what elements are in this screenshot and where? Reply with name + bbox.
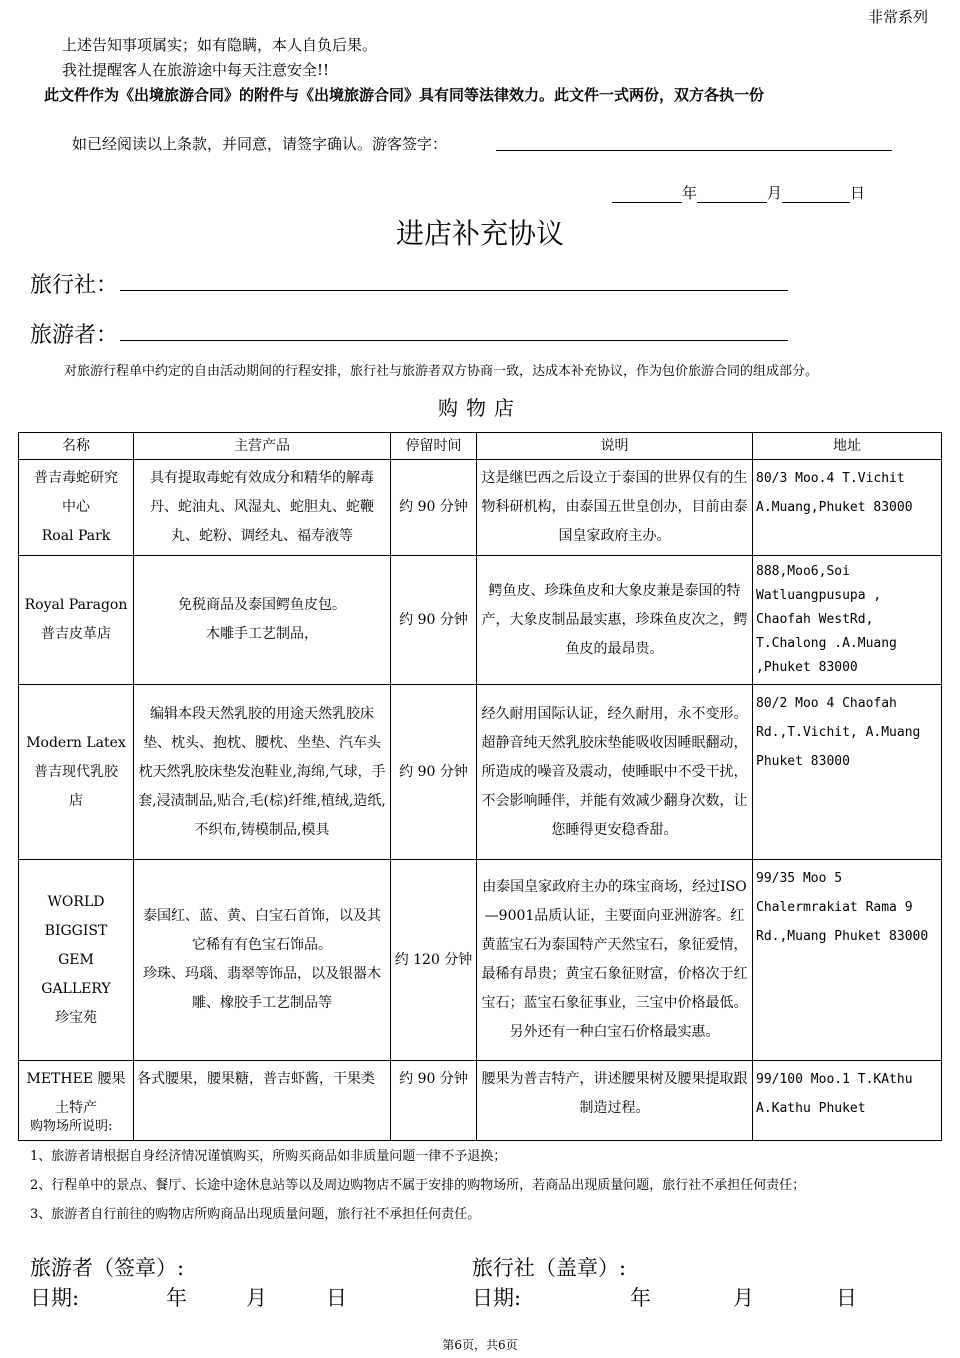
agency-line[interactable] xyxy=(120,290,788,291)
tourist-label: 旅游者： xyxy=(30,323,119,348)
tourist-date-day: 日 xyxy=(326,1286,347,1310)
shop-address: 888,Moo6,Soi Watluangpusupa , Chaofah WestRd, T.Chalong .A.Muang ,Phuket 83000 xyxy=(753,556,942,685)
legal-effect-statement: 此文件作为《出境旅游合同》的附件与《出境旅游合同》具有同等法律效力。此文件一式两份，双方各执一份 xyxy=(44,86,765,104)
month-label: 月 xyxy=(767,184,783,202)
shop-products: 泰国红、蓝、黄、白宝石首饰，以及其它稀有有色宝石饰品。 珍珠、玛瑙、翡翠等饰品，以及银器木雕、橡胶手工艺制品等 xyxy=(134,860,391,1061)
year-label: 年 xyxy=(682,184,698,202)
shop-stay: 约 90 分钟 xyxy=(391,556,477,685)
signature-confirm-text: 如已经阅读以上条款，并同意，请签字确认。游客签字： xyxy=(72,135,448,153)
shop-stay: 约 120 分钟 xyxy=(391,860,477,1061)
shop-name: WORLD BIGGIST GEM GALLERY 珍宝苑 xyxy=(19,860,134,1061)
header-name: 名称 xyxy=(19,433,134,460)
tourist-date-month: 月 xyxy=(246,1286,267,1310)
shop-stay: 约 90 分钟 xyxy=(391,1061,477,1141)
table-row xyxy=(19,460,942,556)
note-item-1: 1、旅游者请根据自身经济情况谨慎购买，所购买商品如非质量问题一律不予退换； xyxy=(30,1149,507,1164)
agency-label: 旅行社： xyxy=(30,273,119,298)
shop-name: 普吉毒蛇研究 中心 Roal Park xyxy=(19,460,134,556)
note-item-2: 2、行程单中的景点、餐厅、长途中途休息站等以及周边购物店不属于安排的购物场所，若商品出现质量问题，旅行社不承担任何责任； xyxy=(30,1178,806,1193)
agreement-intro: 对旅游行程单中约定的自由活动期间的行程安排，旅行社与旅游者双方协商一致，达成本补充协议，作为包价旅游合同的组成部分。 xyxy=(64,364,819,379)
statement-line-2: 我社提醒客人在旅游途中每天注意安全!! xyxy=(62,61,330,79)
shop-desc: 鳄鱼皮、珍珠鱼皮和大象皮兼是泰国的特产，大象皮制品最实惠，珍珠鱼皮次之，鳄鱼皮的最昂贵。 xyxy=(477,556,753,685)
shop-name: Modern Latex 普吉现代乳胶 店 xyxy=(19,685,134,860)
table-row xyxy=(19,1061,942,1141)
shop-desc: 腰果为普吉特产，讲述腰果树及腰果提取跟制造过程。 xyxy=(477,1061,753,1141)
table-header-row xyxy=(19,433,942,460)
shop-products: 免税商品及泰国鳄鱼皮包。 木雕手工艺制品， xyxy=(134,556,391,685)
page-number: 第6页，共6页 xyxy=(442,1338,518,1352)
day-label: 日 xyxy=(850,184,866,202)
shop-stay: 约 90 分钟 xyxy=(391,460,477,556)
shop-address: 99/35 Moo 5 Chalermrakiat Rama 9 Rd.,Muang Phuket 83000 xyxy=(753,860,942,1061)
shop-desc: 经久耐用国际认证，经久耐用，永不变形。超静音纯天然乳胶床垫能吸收因睡眠翻动，所造成的噪音及震动，使睡眠中不受干扰，不会影响睡伴，并能有效减少翻身次数，让您睡得更安稳香甜。 xyxy=(477,685,753,860)
date-line xyxy=(612,182,865,203)
agency-date-label: 日期: xyxy=(472,1286,522,1310)
shop-address: 80/3 Moo.4 T.Vichit A.Muang,Phuket 83000 xyxy=(753,460,942,556)
table-row xyxy=(19,685,942,860)
tourist-signature-label: 旅游者（签章）: xyxy=(30,1256,185,1280)
shop-name: Royal Paragon 普吉皮革店 xyxy=(19,556,134,685)
header-addr: 地址 xyxy=(753,433,942,460)
series-label: 非常系列 xyxy=(867,8,928,26)
shops-table xyxy=(18,432,942,1141)
tourist-date-year: 年 xyxy=(166,1286,187,1310)
shops-title: 购物店 xyxy=(438,396,522,420)
year-blank[interactable] xyxy=(612,186,682,203)
shop-address: 99/100 Moo.1 T.KAthu A.Kathu Phuket xyxy=(753,1061,942,1141)
shop-products: 编辑本段天然乳胶的用途天然乳胶床垫、枕头、抱枕、腰枕、坐垫、汽车头枕天然乳胶床垫发泡鞋业,海绵,气球，手套,浸渍制品,贴合,毛(棕)纤维,植绒,造纸,不织布,铸模制品,模具 xyxy=(134,685,391,860)
tourist-line[interactable] xyxy=(120,340,788,341)
shop-name: METHEE 腰果 土特产 xyxy=(19,1061,134,1141)
shop-desc: 由泰国皇家政府主办的珠宝商场，经过ISO—9001品质认证，主要面向亚洲游客。红黄蓝宝石为泰国特产天然宝石，象征爱情，最稀有昂贵；黄宝石象征财富，价格次于红宝石；蓝宝石象征事业，三宝中价格最低。另外还有一种白宝石价格最实惠。 xyxy=(477,860,753,1061)
agency-seal-label: 旅行社（盖章）: xyxy=(472,1256,627,1280)
agreement-title: 进店补充协议 xyxy=(395,217,564,250)
header-desc: 说明 xyxy=(477,433,753,460)
header-stay: 停留时间 xyxy=(391,433,477,460)
shop-address: 80/2 Moo 4 Chaofah Rd.,T.Vichit, A.Muang Phuket 83000 xyxy=(753,685,942,860)
shop-desc: 这是继巴西之后设立于泰国的世界仅有的生物科研机构，由泰国五世皇创办，目前由泰国皇家政府主办。 xyxy=(477,460,753,556)
agency-date-year: 年 xyxy=(630,1286,651,1310)
header-products: 主营产品 xyxy=(134,433,391,460)
shop-products: 具有提取毒蛇有效成分和精华的解毒丹、蛇油丸、风湿丸、蛇胆丸、蛇鞭丸、蛇粉、调经丸、福寿液等 xyxy=(134,460,391,556)
notes-heading: 购物场所说明: xyxy=(30,1119,113,1134)
tourist-date-label: 日期: xyxy=(30,1286,80,1310)
statement-line-1: 上述告知事项属实；如有隐瞒，本人自负后果。 xyxy=(62,36,378,54)
agency-date-month: 月 xyxy=(733,1286,754,1310)
tourist-signature-line[interactable] xyxy=(496,150,892,151)
day-blank[interactable] xyxy=(782,186,850,203)
table-row xyxy=(19,860,942,1061)
shop-stay: 约 90 分钟 xyxy=(391,685,477,860)
note-item-3: 3、旅游者自行前往的购物店所购商品出现质量问题，旅行社不承担任何责任。 xyxy=(30,1207,481,1222)
shop-products: 各式腰果，腰果糖，普吉虾酱，干果类 xyxy=(134,1061,391,1141)
month-blank[interactable] xyxy=(697,186,767,203)
agency-date-day: 日 xyxy=(836,1286,857,1310)
table-row xyxy=(19,556,942,685)
